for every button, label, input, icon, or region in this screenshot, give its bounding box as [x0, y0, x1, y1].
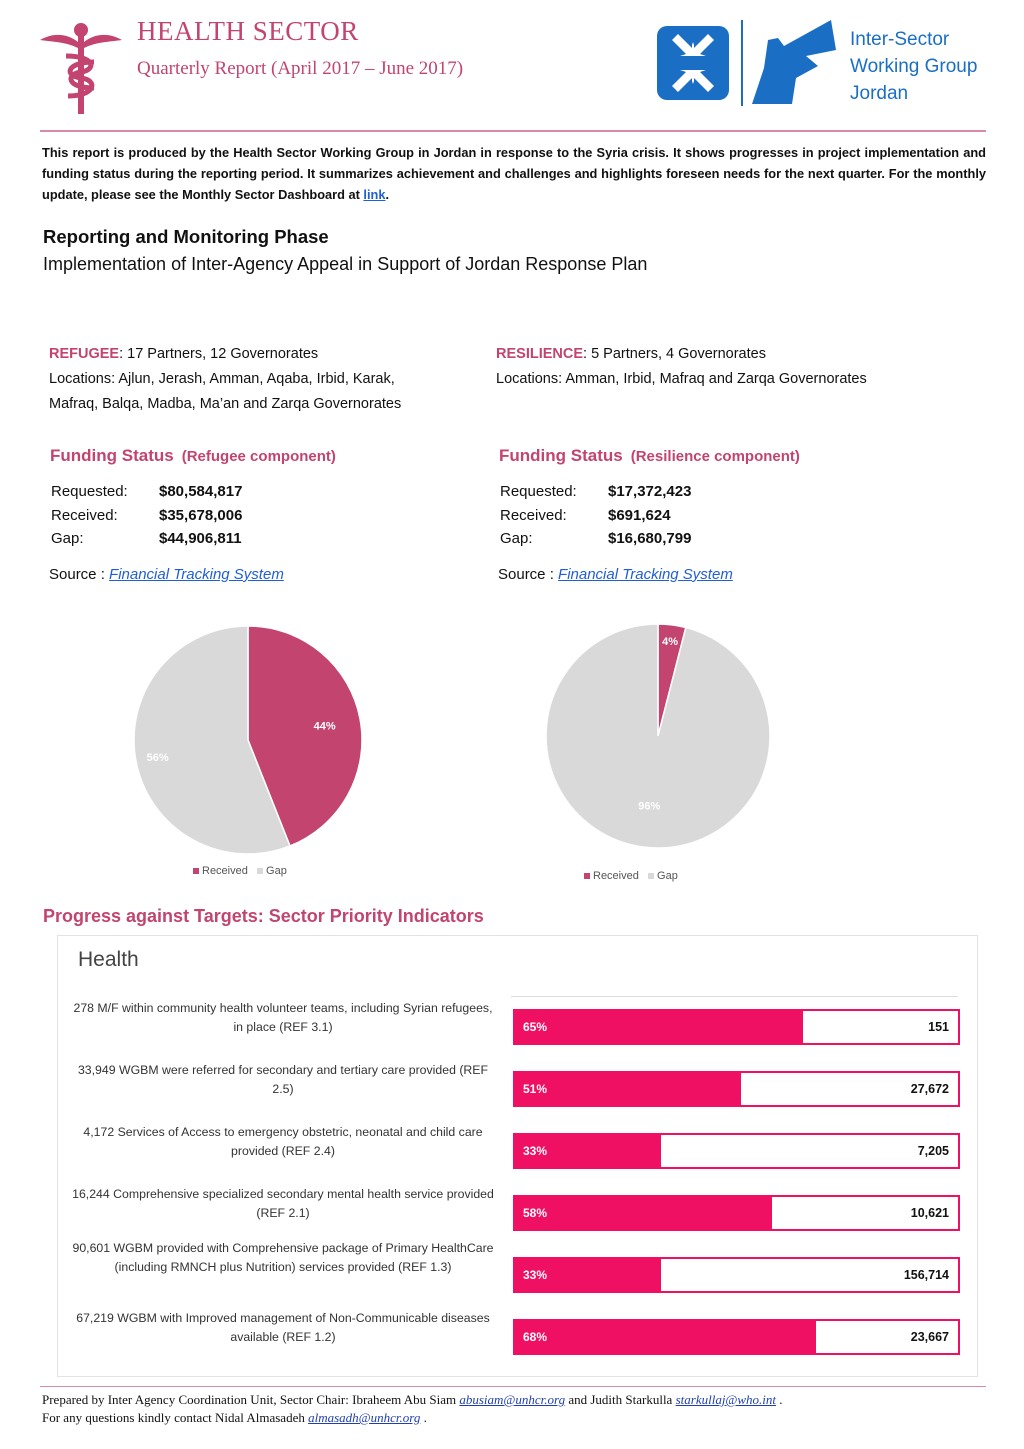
resilience-source — [498, 566, 733, 583]
progress-fill — [515, 1321, 816, 1353]
progress-percent: 58% — [523, 1206, 548, 1220]
refugee-locations-cont: Mafraq, Balqa, Madba, Ma’an and Zarqa Governorates — [49, 396, 402, 412]
header-divider — [40, 130, 986, 132]
indicator-label: 16,244 Comprehensive specialized secondary mental health service provided (REF 2.1) — [72, 1187, 494, 1220]
progress-fill — [515, 1073, 741, 1105]
received-swatch — [584, 873, 590, 879]
funding-component: (Refugee component) — [181, 448, 336, 465]
progress-percent: 51% — [523, 1082, 548, 1096]
footer-text: . — [776, 1392, 783, 1407]
requested-label: Requested: — [51, 483, 128, 500]
refugee-tag: REFUGEE — [49, 346, 120, 362]
indicator-progress-bar — [513, 1257, 960, 1293]
achieved-value: 23,667 — [910, 1330, 949, 1344]
refugee-source — [49, 566, 284, 583]
health-indicators-panel — [57, 935, 978, 1377]
received-label: Received: — [500, 506, 567, 524]
funding-title: Funding Status — [499, 446, 623, 465]
indicator-label: 278 M/F within community health volunteer teams, including Syrian refugees, in place (REF 3.1) — [73, 1001, 493, 1034]
refugee-funding-pie — [128, 620, 368, 860]
progress-percent: 33% — [523, 1268, 548, 1282]
indicator-label: 90,601 WGBM provided with Comprehensive package of Primary HealthCare (including RMNCH plus Nutrition) services provided (REF 1.3) — [72, 1241, 494, 1274]
progress-fill — [515, 1011, 803, 1043]
refugee-summary — [49, 342, 489, 417]
indicator-progress-bar — [513, 1133, 960, 1169]
financial-tracking-link[interactable]: Financial Tracking System — [109, 566, 284, 583]
inter-sector-logo-text — [850, 26, 977, 107]
bar-area-divider — [511, 996, 958, 997]
inter-sector-logo-icon — [656, 18, 841, 108]
legend-gap: Gap — [266, 865, 287, 877]
indicator-progress-bar — [513, 1009, 960, 1045]
received-value: $691,624 — [608, 506, 671, 524]
gap-value: $44,906,811 — [159, 530, 242, 547]
financial-tracking-link[interactable]: Financial Tracking System — [558, 566, 733, 583]
progress-percent: 68% — [523, 1330, 548, 1344]
legend-received: Received — [593, 870, 639, 882]
achieved-value: 156,714 — [903, 1268, 949, 1282]
legend-received: Received — [202, 865, 248, 877]
phase-subtitle: Implementation of Inter-Agency Appeal in Support of Jordan Response Plan — [43, 254, 648, 274]
report-subtitle: Quarterly Report (April 2017 – June 2017) — [137, 58, 464, 79]
dashboard-link[interactable]: link — [363, 187, 386, 202]
resilience-locations: Locations: Amman, Irbid, Mafraq and Zarqa Governorates — [496, 371, 867, 387]
indicator-label: 4,172 Services of Access to emergency obstetric, neonatal and child care provided (REF 2.4) — [83, 1125, 483, 1158]
indicator-progress-bar — [513, 1195, 960, 1231]
report-title: HEALTH SECTOR — [137, 16, 359, 46]
pie-label-received: 4% — [662, 635, 678, 648]
received-value: $35,678,006 — [159, 506, 243, 524]
health-sector-logo — [36, 18, 126, 118]
logo-line: Jordan — [850, 83, 909, 104]
email-link-abusiam[interactable]: abusiam@unhcr.org — [459, 1392, 566, 1407]
achieved-value: 7,205 — [917, 1144, 949, 1158]
footer-text: Prepared by Inter Agency Coordination Unit, Sector Chair: Ibraheem Abu Siam — [42, 1392, 460, 1407]
indicator-progress-bar — [513, 1319, 960, 1355]
resilience-partners: : 5 Partners, 4 Governorates — [583, 346, 766, 362]
received-label: Received: — [51, 506, 118, 524]
logo-line: Inter-Sector — [850, 29, 950, 50]
gap-swatch — [257, 868, 263, 874]
email-link-almasadeh[interactable]: almasadh@unhcr.org — [308, 1410, 421, 1425]
resilience-tag: RESILIENCE — [496, 346, 584, 362]
refugee-funding-table — [51, 480, 242, 551]
resilience-funding-pie — [538, 616, 778, 856]
pie-slice-gap — [546, 624, 770, 848]
health-panel-title: Health — [78, 948, 139, 971]
requested-value: $17,372,423 — [608, 483, 692, 500]
refugee-partners: : 17 Partners, 12 Governorates — [119, 346, 319, 362]
received-swatch — [193, 868, 199, 874]
refugee-locations: Locations: Ajlun, Jerash, Amman, Aqaba, Irbid, Karak, — [49, 371, 395, 387]
achieved-value: 10,621 — [910, 1206, 949, 1220]
requested-value: $80,584,817 — [159, 483, 243, 500]
intro-paragraph — [42, 142, 986, 205]
footer-divider — [40, 1386, 986, 1387]
source-label: Source : — [498, 566, 559, 583]
source-label: Source : — [49, 566, 110, 583]
indicator-label: 33,949 WGBM were referred for secondary and tertiary care provided (REF 2.5) — [77, 1063, 489, 1096]
gap-label: Gap: — [500, 530, 533, 547]
funding-title: Funding Status — [50, 446, 174, 465]
progress-percent: 65% — [523, 1020, 548, 1034]
resilience-summary — [496, 342, 966, 392]
pie-label-received: 44% — [313, 720, 336, 733]
footer — [42, 1391, 783, 1427]
indicator-label: 67,219 WGBM with Improved management of Non-Communicable diseases available (REF 1.2) — [76, 1311, 490, 1344]
resilience-funding-heading — [499, 446, 800, 466]
refugee-pie-legend — [193, 865, 287, 877]
refugee-funding-heading — [50, 446, 336, 466]
resilience-pie-legend — [584, 870, 678, 882]
email-link-starkulla[interactable]: starkullaj@who.int — [675, 1392, 777, 1407]
pie-label-gap: 56% — [146, 752, 169, 765]
legend-gap: Gap — [657, 870, 678, 882]
gap-label: Gap: — [51, 530, 84, 547]
intro-text: This report is produced by the Health Sector Working Group in Jordan in response to the Syria crisis. It shows progresses in project implementation and funding status during the reporting period. It summarizes achievement and challenges and highlights foreseen needs for the next quarter. For the monthly update, please see the Monthly Sector Dashboard at — [42, 145, 986, 202]
requested-label: Requested: — [500, 483, 577, 500]
intro-trailing: . — [385, 187, 390, 202]
funding-component: (Resilience component) — [630, 448, 800, 465]
footer-text: For any questions kindly contact Nidal Almasadeh — [42, 1410, 309, 1425]
phase-title: Reporting and Monitoring Phase — [43, 226, 329, 247]
footer-text: and Judith Starkulla — [565, 1392, 676, 1407]
progress-section-title: Progress against Targets: Sector Priority Indicators — [43, 906, 484, 926]
resilience-funding-table — [500, 480, 691, 551]
progress-fill — [515, 1197, 772, 1229]
achieved-value: 151 — [928, 1020, 949, 1034]
logo-line: Working Group — [850, 56, 978, 77]
gap-swatch — [648, 873, 654, 879]
footer-text: . — [420, 1410, 427, 1425]
gap-value: $16,680,799 — [608, 530, 692, 547]
pie-label-gap: 96% — [638, 800, 661, 813]
indicator-progress-bar — [513, 1071, 960, 1107]
progress-percent: 33% — [523, 1144, 548, 1158]
achieved-value: 27,672 — [910, 1082, 949, 1096]
